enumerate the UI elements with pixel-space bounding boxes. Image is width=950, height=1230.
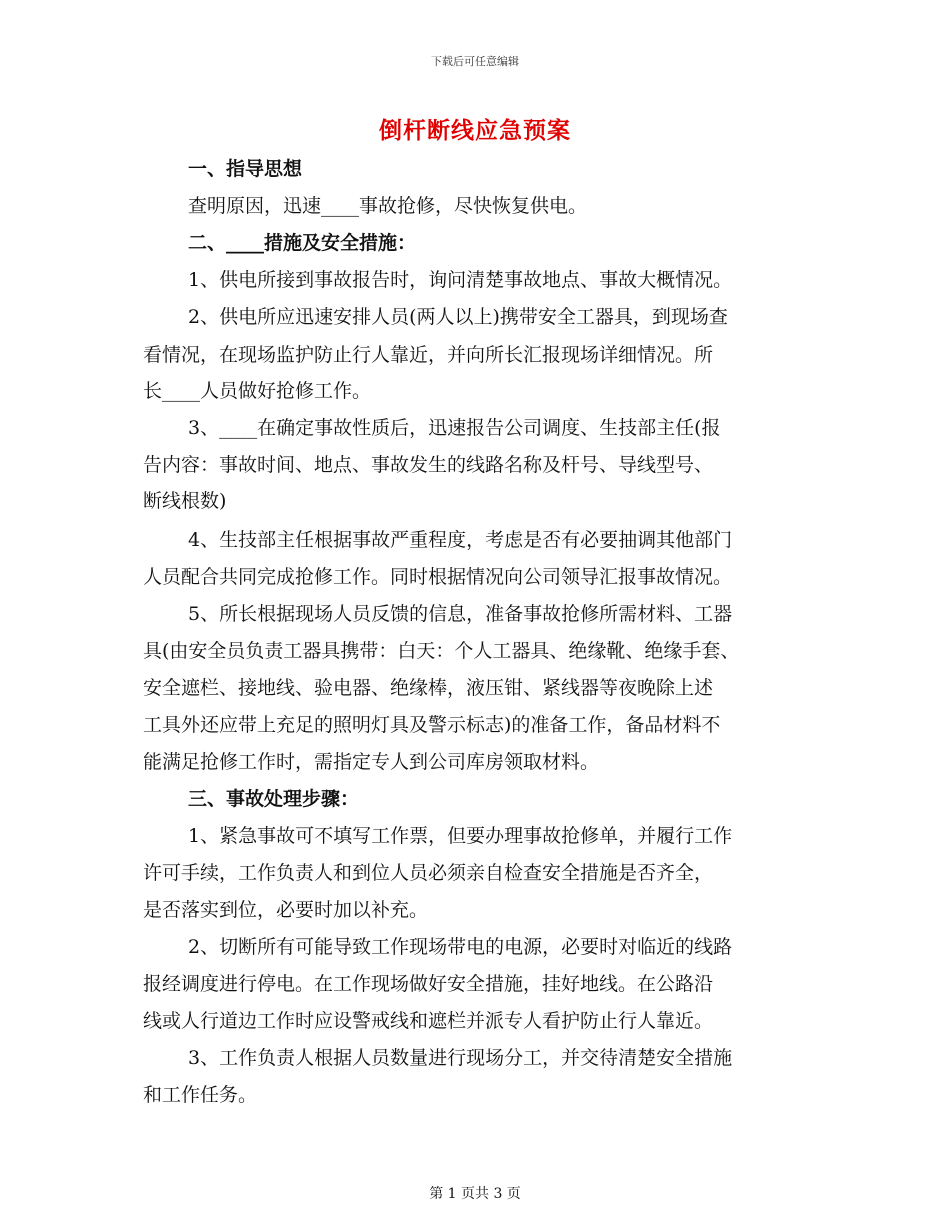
document-title: 倒杆断线应急预案 — [379, 117, 571, 144]
paragraph-line: 查明原因，迅速____事故抢修，尽快恢复供电。 — [188, 195, 588, 217]
paragraph-line: 和工作任务。 — [143, 1084, 258, 1106]
paragraph-line: 报经调度进行停电。在工作现场做好安全措施，挂好地线。在公路沿 — [143, 973, 714, 995]
paragraph-line: 4、生技部主任根据事故严重程度，考虑是否有必要抽调其他部门 — [188, 529, 733, 551]
paragraph-line: 2、切断所有可能导致工作现场带电的电源，必要时对临近的线路 — [188, 936, 733, 958]
section-heading-2: 二、____措施及安全措施： — [188, 232, 417, 254]
paragraph-line: 告内容：事故时间、地点、事故发生的线路名称及杆号、导线型号、 — [143, 454, 714, 476]
section-heading-3: 三、事故处理步骤： — [188, 788, 360, 810]
paragraph-line: 3、____在确定事故性质后，迅速报告公司调度、生技部主任(报 — [188, 417, 721, 439]
paragraph-line: 1、供电所接到事故报告时，询问清楚事故地点、事故大概情况。 — [188, 269, 733, 291]
section-heading-1: 一、指导思想 — [188, 158, 303, 180]
paragraph-line: 线或人行道边工作时应设警戒线和遮栏并派专人看护防止行人靠近。 — [143, 1010, 714, 1032]
paragraph-line: 看情况，在现场监护防止行人靠近，并向所长汇报现场详细情况。所 — [143, 344, 714, 366]
paragraph-line: 具(由安全员负责工器具携带：白天：个人工器具、绝缘靴、绝缘手套、 — [143, 640, 740, 662]
paragraph-line: 断线根数) — [143, 490, 227, 512]
paragraph-line: 能满足抢修工作时，需指定专人到公司库房领取材料。 — [143, 751, 600, 773]
paragraph-line: 3、工作负责人根据人员数量进行现场分工，并交待清楚安全措施 — [188, 1047, 733, 1069]
paragraph-line: 1、紧急事故可不填写工作票，但要办理事故抢修单，并履行工作 — [188, 825, 733, 847]
paragraph-line: 许可手续，工作负责人和到位人员必须亲自检查安全措施是否齐全， — [143, 862, 714, 884]
page-header: 下载后可任意编辑 — [431, 55, 519, 68]
paragraph-line: 工具外还应带上充足的照明灯具及警示标志)的准备工作，备品材料不 — [143, 714, 721, 736]
paragraph-line: 是否落实到位，必要时加以补充。 — [143, 899, 429, 921]
paragraph-line: 安全遮栏、接地线、验电器、绝缘棒，液压钳、紧线器等夜晚除上述 — [143, 677, 714, 699]
paragraph-line: 人员配合共同完成抢修工作。同时根据情况向公司领导汇报事故情况。 — [143, 566, 733, 588]
paragraph-line: 长____人员做好抢修工作。 — [143, 380, 372, 402]
paragraph-line: 2、供电所应迅速安排人员(两人以上)携带安全工器具，到现场查 — [188, 306, 728, 328]
page-footer: 第 1 页共 3 页 — [429, 1186, 521, 1202]
paragraph-line: 5、所长根据现场人员反馈的信息，准备事故抢修所需材料、工器 — [188, 603, 733, 625]
